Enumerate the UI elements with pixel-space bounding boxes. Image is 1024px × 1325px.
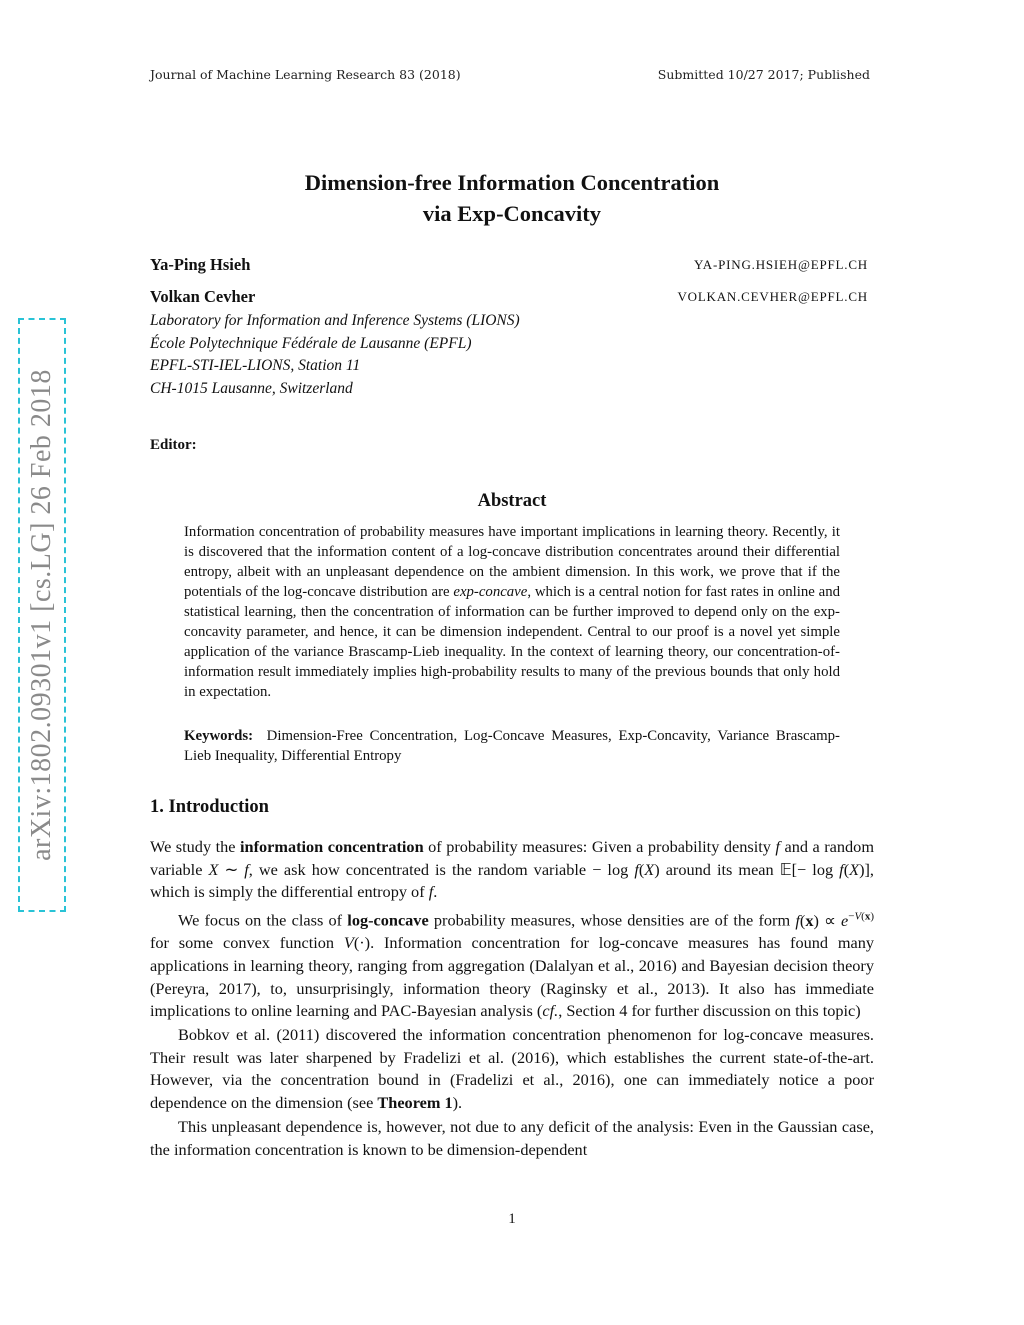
paper-title xyxy=(150,167,874,229)
math-inline: V(·) xyxy=(343,933,371,953)
arxiv-watermark xyxy=(18,318,66,912)
abstract-emphasis: exp-concave xyxy=(453,584,528,600)
affiliation-line: Laboratory for Information and Inference Systems (LIONS) xyxy=(150,312,520,329)
text-run: around its mean xyxy=(659,859,780,879)
author-row xyxy=(150,287,868,311)
bold-term: information concentration xyxy=(240,837,424,856)
affiliation-line: EPFL-STI-IEL-LIONS, Station 11 xyxy=(150,357,361,374)
section-heading: 1. Introduction xyxy=(150,797,269,817)
abstract-heading: Abstract xyxy=(477,491,547,511)
emphasis: cf. xyxy=(542,1001,559,1021)
math-inline: 𝔼[− log f(X)] xyxy=(779,859,870,879)
text-run: and a random variable xyxy=(150,837,874,879)
author-row xyxy=(150,255,868,279)
keywords-list: Dimension-Free Concentration, Log-Concave Measures, Exp-Concavity, Variance Brascamp-Lieb Inequality, Differential Entropy xyxy=(184,728,840,764)
author-name: Ya-Ping Hsieh xyxy=(150,255,251,274)
text-run: , Section 4 for further discussion on this topic) xyxy=(558,1001,861,1021)
math-inline: f xyxy=(428,882,434,902)
text-run: We focus on the class of xyxy=(178,910,348,930)
paragraph xyxy=(150,1024,874,1115)
text-run: of probability measures: Given a probability density xyxy=(423,837,776,856)
paragraph: This unpleasant dependence is, however, not due to any deficit of the analysis: Even in the Gaussian case, the information concentration is known to be dimension-dependent xyxy=(150,1116,874,1159)
title-line-2: via Exp-Concavity xyxy=(422,201,602,226)
paragraph xyxy=(150,905,874,1023)
text-run: ). xyxy=(452,1093,463,1113)
abstract-text-part: , which is a central notion for fast rates in online and statistical learning, then the concentration of information can be further improved to depend only on the exp-concavity parameter, and hence, it can be dimension independent. Central to our proof is a novel yet simple application of the variance Brascamp-Lieb inequality. In the context of learning theory, our concentration-of-information result immediately implies high-probability results to many of the previous bounds that only hold in expectation. xyxy=(184,584,840,700)
text-run: probability measures, whose densities are of the form xyxy=(428,910,796,930)
math-inline: − log f(X) xyxy=(592,859,660,879)
abstract-text-part: Information concentration of probability measures have important implications in learning theory. Recently, it is discovered that the information content of a log-concave distribution concentrates around their differential entropy, albeit with an unpleasant dependence on the ambient dimension. In this work, we prove that if the potentials of the log-concave distribution are xyxy=(184,524,840,600)
section-body xyxy=(150,836,874,1161)
page-number: 1 xyxy=(508,1211,516,1227)
affiliation-line: CH-1015 Lausanne, Switzerland xyxy=(150,379,353,397)
text-run: , we ask how concentrated is the random variable xyxy=(248,859,593,879)
text-run: , which is simply the differential entropy of xyxy=(150,859,874,902)
keywords-label: Keywords: xyxy=(184,728,254,744)
text-run: Bobkov et al. (2011) discovered the information concentration phenomenon for log-concave measures. Their result was later sharpened by Fradelizi et al. (2016), which establishes the current state-of-the-art. However, via the concentration bound in (Fradelizi et al., 2016), one can immediately notice a poor dependence on the dimension (see xyxy=(150,1025,874,1113)
abstract-text xyxy=(184,522,840,702)
journal-name: Journal of Machine Learning Research 83 (2018) xyxy=(150,67,461,82)
author-name: Volkan Cevher xyxy=(150,287,256,306)
text-run: for some convex function xyxy=(150,933,344,953)
theorem-ref[interactable]: Theorem 1 xyxy=(377,1093,453,1113)
author-email[interactable]: YA-PING.HSIEH@EPFL.CH xyxy=(694,257,868,272)
math-inline: X xyxy=(208,859,219,879)
math-inline: $f(x) \propto e^{-V(x)}$ xyxy=(795,910,875,930)
math-inline: f xyxy=(775,837,780,856)
paragraph: We study the information concentration of probability measures: Given a probability density f and a random variable X ∼ f, we ask how concentrated is the random variable − log f(X) around its mean 𝔼[− log f(X)], which is simply the differential entropy of f. xyxy=(150,837,874,902)
affiliation xyxy=(150,310,520,400)
math-inline: f xyxy=(244,859,249,879)
author-email[interactable]: VOLKAN.CEVHER@EPFL.CH xyxy=(677,289,868,304)
title-line-1: Dimension-free Information Concentration xyxy=(304,170,720,195)
bold-term: log-concave xyxy=(347,910,429,930)
submission-info: Submitted 10/27 2017; Published xyxy=(657,67,870,82)
arxiv-id: arXiv:1802.09301v1 [cs.LG] 26 Feb 2018 xyxy=(26,369,57,861)
editor-label: Editor: xyxy=(150,437,197,453)
text-run: We study the xyxy=(150,837,241,856)
affiliation-line: École Polytechnique Fédérale de Lausanne (EPFL) xyxy=(150,334,472,352)
text-run: . Information concentration for log-concave measures has found many applications in learning theory, ranging from aggregation (Dalalyan et al., 2016) and Bayesian decision theory (Pereyra, 2017), to, unsurprisingly, information theory (Raginsky et al., 2013). It also has immediate implications to online learning and PAC-Bayesian analysis ( xyxy=(150,933,874,1021)
keywords xyxy=(184,726,840,766)
